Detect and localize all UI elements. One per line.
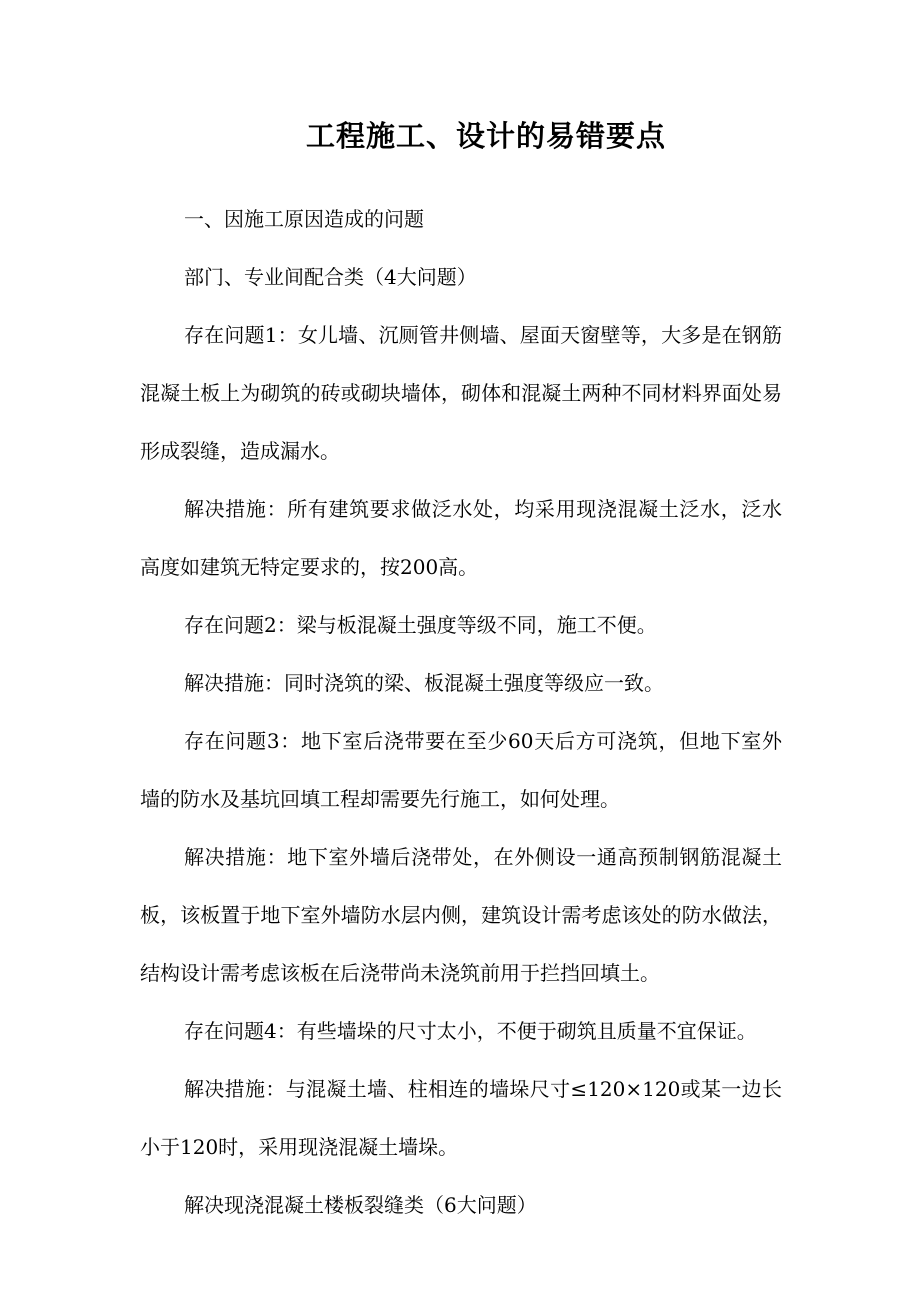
solution-paragraph: 解决措施：同时浇筑的梁、板混凝土强度等级应一致。 <box>184 671 664 695</box>
category-heading: 解决现浇混凝土楼板裂缝类（6大问题） <box>184 1193 537 1217</box>
problem-paragraph: 存在问题2：梁与板混凝土强度等级不同，施工不便。 <box>184 613 657 637</box>
document-title: 工程施工、设计的易错要点 <box>305 119 666 153</box>
problem-paragraph: 存在问题3：地下室后浇带要在至少60天后方可浇筑，但地下室外墙的防水及基坑回填工程却需要先行施工，如何处理。 <box>140 729 782 811</box>
solution-paragraph: 解决措施：所有建筑要求做泛水处，均采用现浇混凝土泛水，泛水高度如建筑无特定要求的，按200高。 <box>140 497 782 579</box>
problem-paragraph: 存在问题4：有些墙垛的尺寸太小，不便于砌筑且质量不宜保证。 <box>184 1019 757 1043</box>
section-heading: 一、因施工原因造成的问题 <box>184 207 424 231</box>
document-body <box>140 190 782 1234</box>
solution-paragraph: 解决措施：地下室外墙后浇带处，在外侧设一通高预制钢筋混凝土板，该板置于地下室外墙防水层内侧，建筑设计需考虑该处的防水做法，结构设计需考虑该板在后浇带尚未浇筑前用于拦挡回填土。 <box>140 845 782 985</box>
problem-paragraph: 存在问题1：女儿墙、沉厕管井侧墙、屋面天窗壁等，大多是在钢筋混凝土板上为砌筑的砖或砌块墙体，砌体和混凝土两种不同材料界面处易形成裂缝，造成漏水。 <box>140 323 782 463</box>
solution-paragraph: 解决措施：与混凝土墙、柱相连的墙垛尺寸≤120×120或某一边长小于120时，采用现浇混凝土墙垛。 <box>140 1077 782 1159</box>
category-heading: 部门、专业间配合类（4大问题） <box>184 265 477 289</box>
